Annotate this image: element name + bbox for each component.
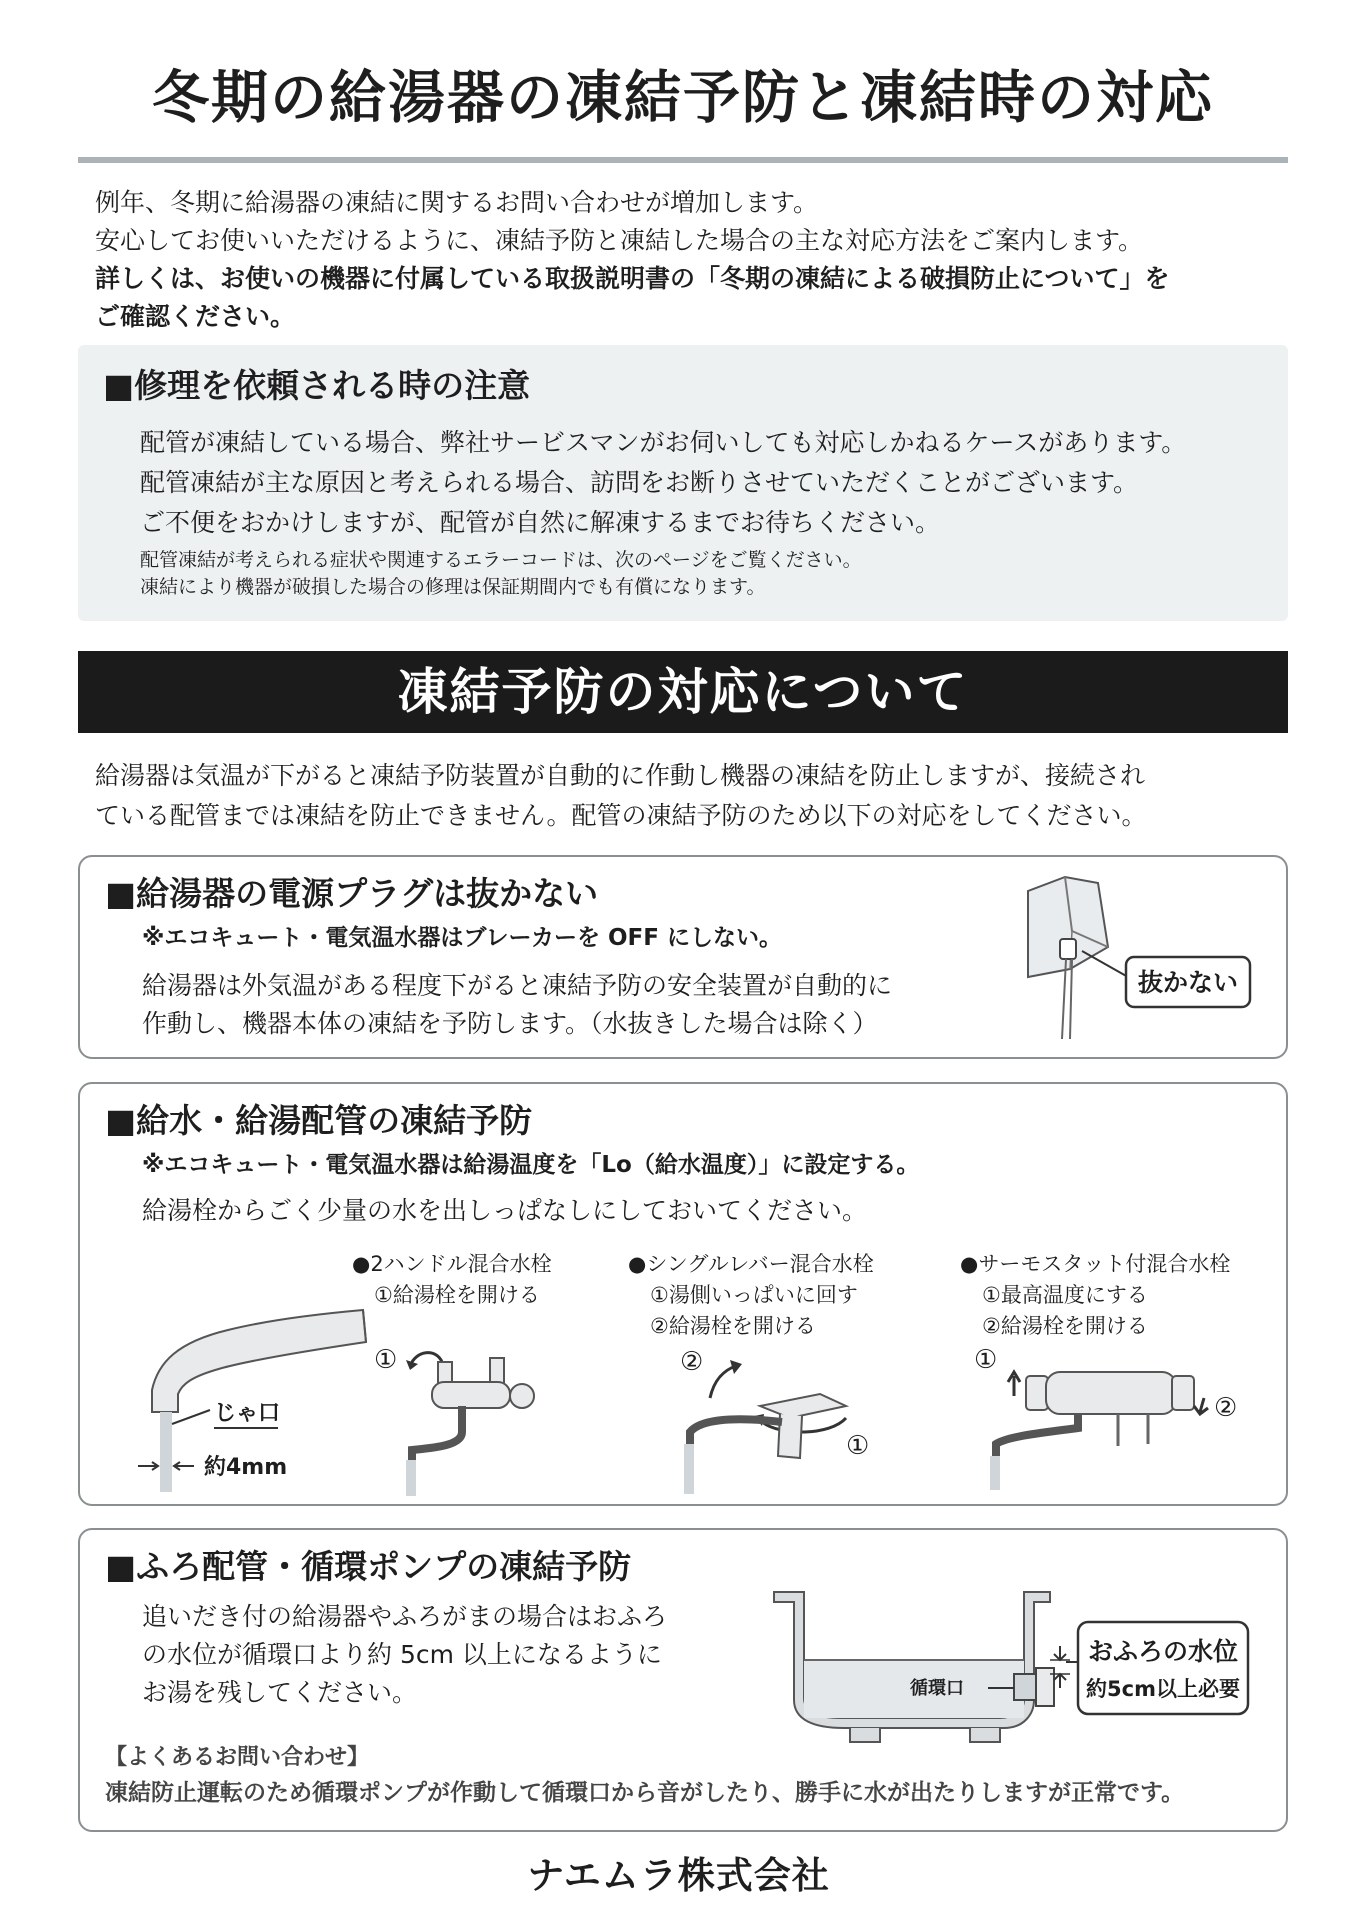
repair-note-small-line: 配管凍結が考えられる症状や関連するエラーコードは、次のページをご覧ください。 [140, 549, 862, 571]
column-step: ①最高温度にする [982, 1283, 1148, 1307]
repair-note-line: ご不便をおかけしますが、配管が自然に解凍するまでお待ちください。 [140, 508, 941, 537]
intro-text [95, 184, 1285, 336]
piping-text: 給湯栓からごく少量の水を出しっぱなしにしておいてください。 [142, 1196, 868, 1225]
two-handle-faucet-illustration [372, 1336, 622, 1496]
power-plug-line: 作動し、機器本体の凍結を予防します。（水抜きした場合は除く） [142, 1009, 878, 1038]
level-arrows-icon [1054, 1646, 1066, 1688]
single-lever-faucet-column [628, 1249, 874, 1342]
two-handle-faucet-column [352, 1249, 552, 1311]
up-arrow-icon [1008, 1372, 1020, 1396]
bathtub-illustration [760, 1550, 1260, 1750]
faucet-icon [152, 1310, 366, 1412]
intro-bold-line: ご確認ください。 [95, 302, 296, 331]
single-lever-faucet-icon [760, 1394, 846, 1418]
bath-box [78, 1528, 1288, 1832]
prevention-lead [95, 756, 1285, 836]
two-handle-faucet-icon [432, 1382, 510, 1408]
bath-line: の水位が循環口より約 5cm 以上になるように [142, 1640, 662, 1669]
prevention-lead-line: 給湯器は気温が下がると凍結予防装置が自動的に作動し機器の凍結を防止しますが、接続され [95, 761, 1146, 790]
bath-heading: ■ふろ配管・循環ポンプの凍結予防 [105, 1547, 632, 1586]
intro-line: 例年、冬期に給湯器の凍結に関するお問い合わせが増加します。 [95, 188, 819, 217]
circulation-port-label: 循環口 [910, 1678, 964, 1699]
do-not-unplug-label: 抜かない [1137, 968, 1239, 997]
repair-note-line: 配管が凍結している場合、弊社サービスマンがお伺いしても対応しかねるケースがあります。 [140, 428, 1187, 457]
intro-line: 安心してお使いいただけるように、凍結予防と凍結した場合の主な対応方法をご案内します。 [95, 226, 1144, 255]
power-plug-text [142, 967, 892, 1043]
power-plug-line: 給湯器は外気温がある程度下がると凍結予防の安全装置が自動的に [142, 971, 893, 1000]
step-mark: ① [846, 1431, 870, 1461]
water-level-value: 約5cm以上必要 [1086, 1677, 1240, 1701]
column-heading: ●シングルレバー混合水栓 [628, 1252, 874, 1276]
step-mark: ① [974, 1345, 998, 1375]
water-level-title: おふろの水位 [1087, 1637, 1239, 1666]
column-step: ①湯側いっぱいに回す [650, 1283, 858, 1307]
repair-note-small-line: 凍結により機器が破損した場合の修理は保証期間内でも有償になります。 [140, 576, 766, 598]
power-plug-sub: ※エコキュート・電気温水器はブレーカーを OFF にしない。 [142, 925, 782, 951]
faq-heading: 【よくあるお問い合わせ】 [105, 1745, 370, 1770]
column-heading: ●2ハンドル混合水栓 [352, 1252, 552, 1276]
thermostat-faucet-illustration [968, 1336, 1268, 1496]
outlet-icon [1028, 877, 1108, 977]
thermostat-faucet-column [960, 1249, 1230, 1342]
down-arrow-icon [1194, 1398, 1208, 1414]
title-divider [78, 157, 1288, 163]
circulation-port-icon [1014, 1674, 1036, 1700]
repair-note-box [78, 345, 1288, 621]
prevention-lead-line: ている配管までは凍結を防止できません。配管の凍結予防のため以下の対応をしてください。 [95, 801, 1147, 830]
plug-icon [1060, 939, 1076, 959]
column-step: ②給湯栓を開ける [982, 1314, 1148, 1338]
faucet-label: じゃ口 [214, 1401, 281, 1426]
column-step: ①給湯栓を開ける [374, 1283, 540, 1307]
single-lever-faucet-illustration [670, 1336, 930, 1496]
bath-line: 追いだき付の給湯器やふろがまの場合はおふろ [142, 1602, 668, 1631]
step-mark: ② [680, 1347, 704, 1377]
prevention-banner: 凍結予防の対応について [78, 651, 1288, 733]
bath-text [142, 1598, 667, 1712]
page-title: 冬期の給湯器の凍結予防と凍結時の対応 [152, 65, 1214, 131]
intro-bold-line: 詳しくは、お使いの機器に付属している取扱説明書の「冬期の凍結による破損防止について」を [95, 264, 1170, 293]
thermostat-faucet-icon [1046, 1372, 1176, 1414]
water-stream [160, 1412, 172, 1492]
repair-note-line: 配管凍結が主な原因と考えられる場合、訪問をお断りさせていただくことがございます。 [140, 468, 1139, 497]
piping-box [78, 1082, 1288, 1506]
flow-width-label: 約4mm [204, 1455, 288, 1480]
repair-note-heading: ■修理を依頼される時の注意 [103, 366, 531, 405]
power-plug-heading: ■給湯器の電源プラグは抜かない [105, 874, 599, 913]
piping-heading: ■給水・給湯配管の凍結予防 [105, 1101, 533, 1140]
piping-sub: ※エコキュート・電気温水器は給湯温度を「Lo（給水温度）」に設定する。 [142, 1152, 920, 1178]
faucet-flow-illustration [138, 1302, 388, 1492]
step-mark: ② [1214, 1393, 1238, 1423]
company-name: ナエムラ株式会社 [527, 1854, 830, 1897]
column-heading: ●サーモスタット付混合水栓 [960, 1252, 1231, 1276]
step-mark: ① [374, 1345, 398, 1375]
faq-text: 凍結防止運転のため循環ポンプが作動して循環口から音がしたり、勝手に水が出たりしますが正常です。 [105, 1780, 1185, 1806]
outlet-illustration [1010, 869, 1280, 1049]
repair-note-small [140, 547, 862, 601]
rotate-arrow-icon [710, 1366, 736, 1398]
bath-line: お湯を残してください。 [142, 1678, 418, 1707]
power-plug-box [78, 855, 1288, 1059]
repair-note-body [140, 423, 1186, 543]
column-step: ②給湯栓を開ける [650, 1314, 816, 1338]
